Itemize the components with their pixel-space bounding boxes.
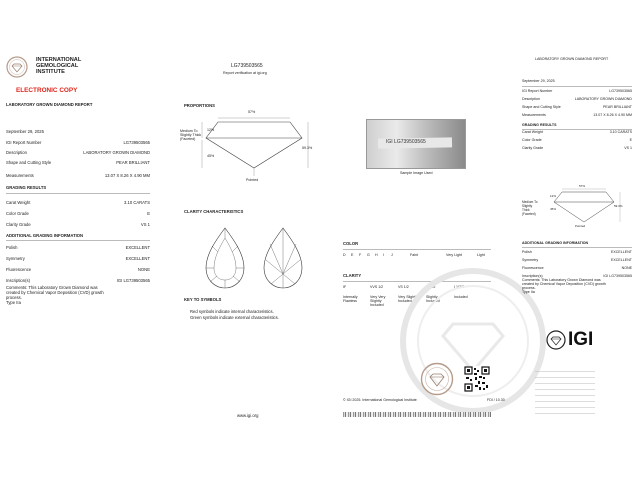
copyright-text: © IGI 2025. International Gemological Institute — [343, 398, 417, 402]
crown-percentage: 12% — [207, 128, 215, 132]
key-to-symbols-line: Red symbols indicate internal characteristics. — [190, 309, 274, 314]
color-scale-word: Faint — [410, 253, 418, 257]
right-report-title: LABORATORY GROWN DIAMOND REPORT — [535, 57, 609, 61]
right-report-date: September 29, 2025 — [522, 79, 555, 83]
right-comments-line: process. — [522, 286, 536, 290]
pavilion-percentage: 45% — [207, 154, 215, 158]
color-letter: J — [391, 253, 393, 257]
color-letter: G — [367, 253, 370, 257]
color-letter: E — [351, 253, 354, 257]
igi-brand-seal — [546, 330, 566, 350]
report-verification-text: Report verification at igi.org — [223, 71, 267, 75]
electronic-copy-label: ELECTRONIC COPY — [16, 87, 78, 94]
right-girdle-label-line: Slightly — [522, 204, 533, 208]
photo-inscription-text: IGI LG739503565 — [386, 139, 426, 145]
color-heading: COLOR — [343, 241, 359, 246]
right-additional-row: Polish EXCELLENT — [522, 250, 632, 254]
left-grading-row: Carat Weight 3.10 CARATS — [6, 200, 150, 205]
clarity-word: Internally Flawless — [343, 295, 358, 303]
left-comments-line: process. — [6, 295, 22, 300]
right-comments-line: created by Chemical Vapor Deposition (CVD) growth — [522, 282, 606, 286]
color-scale-word: Very Light — [446, 253, 462, 257]
color-scale-word: Light — [477, 253, 485, 257]
right-culet-label: Pointed — [575, 224, 586, 228]
form-code: FDI / 10.30 — [487, 398, 505, 402]
culet-label: Pointed — [246, 178, 259, 182]
divider — [6, 240, 150, 241]
org-name-line-1: INTERNATIONAL — [36, 57, 82, 63]
right-grading-row: Clarity Grade VS 1 — [522, 146, 632, 150]
right-crown-percentage: 12% — [550, 194, 557, 198]
girdle-label-line: (Faceted) — [180, 137, 196, 141]
left-report-date: September 29, 2025 — [6, 129, 44, 134]
igi-report-page — [0, 48, 640, 426]
divider — [522, 86, 632, 87]
right-girdle-label-line: Medium To — [522, 200, 538, 204]
org-name-line-2: GEMOLOGICAL — [36, 63, 79, 69]
left-id-row: Shape and Cutting Style PEAR BRILLIANT — [6, 160, 150, 165]
org-name-line-3: INSTITUTE — [36, 69, 65, 75]
left-id-row: Measurements 13.07 X 8.26 X 4.90 MM — [6, 173, 150, 178]
right-girdle-label-line: (Faceted) — [522, 212, 536, 216]
right-table-percentage: 57% — [579, 184, 586, 188]
right-additional-row: Fluorescence NONE — [522, 266, 632, 270]
igi-brand-logo: IGI — [568, 329, 594, 350]
right-additional-row: Inscription(s) IGI LG739503565 — [522, 274, 632, 278]
right-grading-results-heading: GRADING RESULTS — [522, 123, 557, 127]
left-grading-row: Clarity Grade VS 1 — [6, 222, 150, 227]
left-additional-row: Fluorescence NONE — [6, 267, 150, 272]
left-additional-row: Symmetry EXCELLENT — [6, 256, 150, 261]
right-depth-percentage: 59.3% — [614, 204, 623, 208]
left-grading-row: Color Grade E — [6, 211, 150, 216]
qr-code — [464, 366, 490, 392]
left-additional-row: Polish EXCELLENT — [6, 245, 150, 250]
igi-seal-logo — [6, 56, 28, 78]
right-grading-row: Carat Weight 3.10 CARATS — [522, 130, 632, 134]
left-report-title: LABORATORY GROWN DIAMOND REPORT — [6, 102, 93, 107]
divider — [6, 193, 150, 194]
right-girdle-label-line: Thick — [522, 208, 530, 212]
right-grading-row: Color Grade E — [522, 138, 632, 142]
divider — [343, 249, 491, 250]
right-additional-heading: ADDITIONAL GRADING INFORMATION — [522, 241, 589, 245]
key-to-symbols-heading: KEY TO SYMBOLS — [184, 297, 222, 302]
color-letter: D — [343, 253, 346, 257]
clarity-word: Slightly Included — [426, 295, 440, 303]
left-grading-results-heading: GRADING RESULTS — [6, 185, 47, 190]
right-id-row: Shape and Cutting Style PEAR BRILLIANT — [522, 105, 632, 109]
left-comments-line: Comments: This Laboratory Grown Diamond was — [6, 285, 98, 290]
left-id-row: IGI Report Number LG739503565 — [6, 140, 150, 145]
center-report-number: LG739503565 — [231, 63, 263, 69]
clarity-grade: VS 1/2 — [398, 285, 409, 289]
pear-plot-pavilion — [262, 226, 304, 290]
proportions-heading: PROPORTIONS — [184, 103, 215, 108]
right-detail-ticks — [535, 368, 595, 418]
color-letter: I — [383, 253, 384, 257]
left-comments-line: created by Chemical Vapor Deposition (CVD) growth — [6, 290, 104, 295]
clarity-characteristics-heading: CLARITY CHARACTERISTICS — [184, 209, 244, 214]
pear-plot-crown — [204, 226, 246, 290]
clarity-heading: CLARITY — [343, 273, 362, 278]
depth-percentage: 59.3% — [302, 146, 313, 150]
right-additional-row: Symmetry EXCELLENT — [522, 258, 632, 262]
security-strip — [343, 412, 491, 417]
left-additional-row: Inscription(s) IGI LG739503565 — [6, 278, 150, 283]
right-pavilion-percentage: 45% — [550, 207, 557, 211]
sample-image-caption: Sample Image Used — [400, 171, 433, 175]
right-id-row: Description LABORATORY GROWN DIAMOND — [522, 97, 632, 101]
clarity-word: Very Slightly Included — [398, 295, 418, 303]
right-comments-line: Type IIa — [522, 290, 535, 294]
girdle-label-line: Medium To — [180, 129, 198, 133]
right-comments-line: Comments: This Laboratory Grown Diamond was — [522, 278, 601, 282]
footer-url: www.igi.org — [237, 413, 259, 418]
color-letter: H — [375, 253, 378, 257]
left-id-row: Description LABORATORY GROWN DIAMOND — [6, 150, 150, 155]
clarity-grade: VVS 1/2 — [370, 285, 384, 289]
clarity-word: Included — [454, 295, 468, 299]
clarity-word: Very Very Slightly Included — [370, 295, 386, 307]
clarity-grade: IF — [343, 285, 347, 289]
table-percentage: 57% — [248, 110, 256, 114]
clarity-grade: I 1/2/3 — [454, 285, 464, 289]
color-letter: F — [359, 253, 362, 257]
divider — [522, 247, 632, 248]
right-id-row: IGI Report Number LG739503565 — [522, 89, 632, 93]
left-comments-line: Type IIa — [6, 300, 21, 305]
girdle-label-line: Slightly Thick — [180, 133, 202, 137]
key-to-symbols-line: Green symbols indicate external characteristics. — [190, 315, 279, 320]
clarity-grade: SI 1/2 — [426, 285, 436, 289]
left-additional-heading: ADDITIONAL GRADING INFORMATION — [6, 233, 84, 238]
right-id-row: Measurements 13.07 X 8.26 X 4.90 MM — [522, 113, 632, 117]
igi-seal-logo-bottom — [420, 362, 454, 396]
